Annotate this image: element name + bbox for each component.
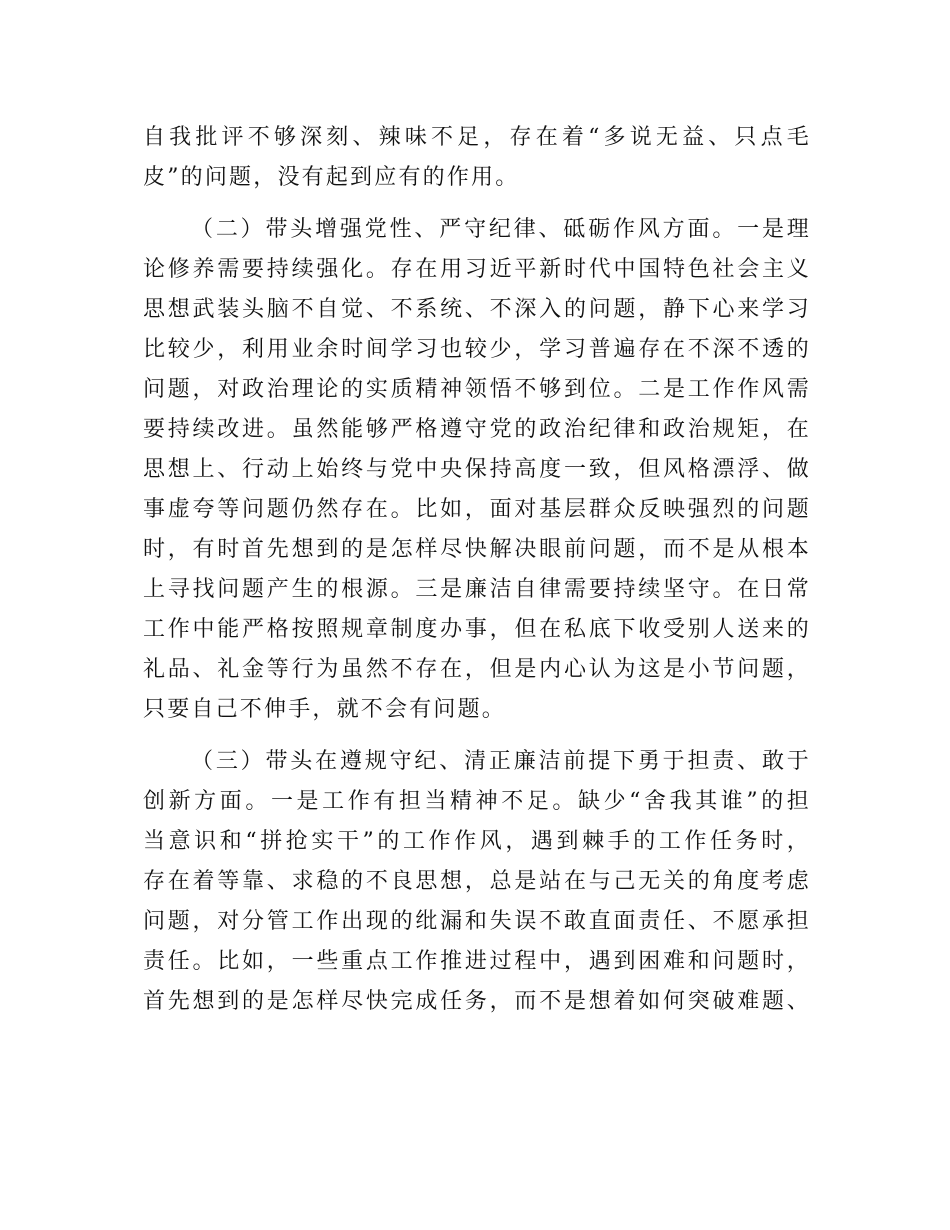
text-line: （二）带头增强党性、严守纪律、砥砺作风方面。一是理: [191, 217, 811, 242]
text-line: 创新方面。一是工作有担当精神不足。缺少“舍我其谁”的担: [143, 789, 811, 814]
text-line: 问题，对政治理论的实质精神领悟不够到位。二是工作作风需: [143, 377, 811, 402]
text-line: 上寻找问题产生的根源。三是廉洁自律需要持续坚守。在日常: [143, 577, 811, 602]
text-line: 问题，对分管工作出现的纰漏和失误不敢直面责任、不愿承担: [143, 909, 811, 934]
document-body: [143, 118, 811, 1022]
text-line: 自我批评不够深刻、辣味不足，存在着“多说无益、只点毛: [143, 125, 811, 150]
text-line: 要持续改进。虽然能够严格遵守党的政治纪律和政治规矩，在: [143, 417, 811, 442]
paragraph-gap: [143, 730, 811, 742]
text-line: 存在着等靠、求稳的不良思想，总是站在与己无关的角度考虑: [143, 869, 811, 894]
text-line: 工作中能严格按照规章制度办事，但在私底下收受别人送来的: [143, 617, 811, 642]
text-line: 礼品、礼金等行为虽然不存在，但是内心认为这是小节问题，: [143, 657, 811, 682]
text-line: 论修养需要持续强化。存在用习近平新时代中国特色社会主义: [143, 257, 811, 282]
text-line: 首先想到的是怎样尽快完成任务，而不是想着如何突破难题、: [143, 989, 811, 1014]
text-line: 责任。比如，一些重点工作推进过程中，遇到困难和问题时，: [143, 949, 811, 974]
text-line: 当意识和“拼抢实干”的工作作风，遇到棘手的工作任务时，: [143, 829, 811, 854]
text-line: 事虚夸等问题仍然存在。比如，面对基层群众反映强烈的问题: [143, 497, 811, 522]
paragraph-3: [143, 742, 811, 1022]
text-line: 只要自己不伸手，就不会有问题。: [143, 697, 507, 722]
text-line: 比较少，利用业余时间学习也较少，学习普遍存在不深不透的: [143, 337, 811, 362]
text-line: （三）带头在遵规守纪、清正廉洁前提下勇于担责、敢于: [191, 749, 811, 774]
paragraph-gap: [143, 198, 811, 210]
text-line: 思想上、行动上始终与党中央保持高度一致，但风格漂浮、做: [143, 457, 811, 482]
text-line: 思想武装头脑不自觉、不系统、不深入的问题，静下心来学习: [143, 297, 811, 322]
paragraph-1: [143, 118, 811, 198]
paragraph-2: [143, 210, 811, 730]
text-line: 时，有时首先想到的是怎样尽快解决眼前问题，而不是从根本: [143, 537, 811, 562]
text-line: 皮”的问题，没有起到应有的作用。: [143, 165, 520, 190]
